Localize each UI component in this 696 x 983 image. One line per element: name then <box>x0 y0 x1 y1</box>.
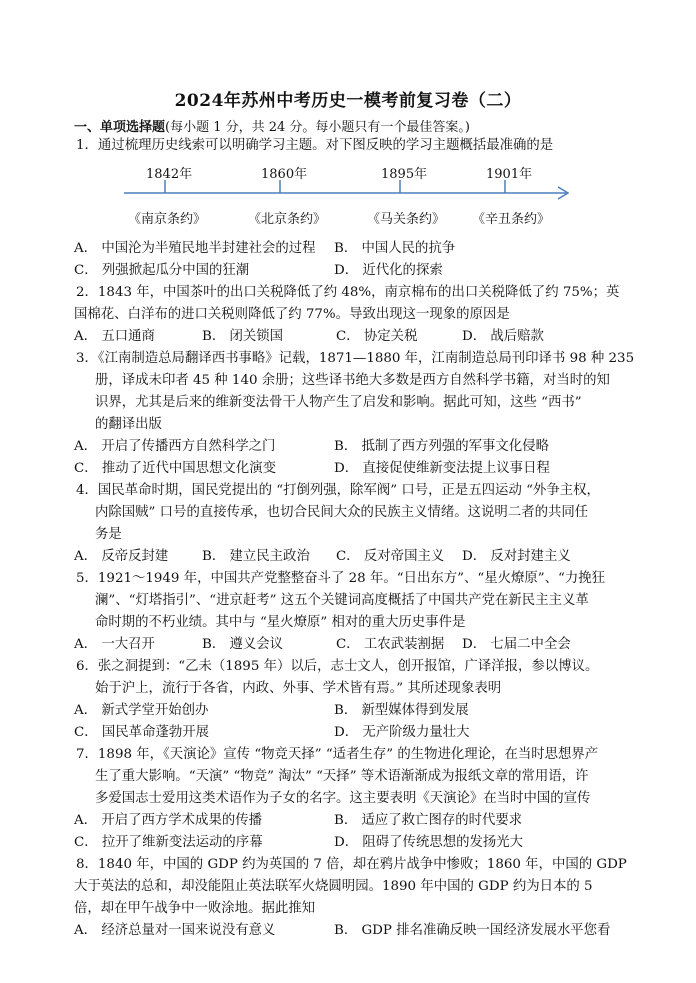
q8-option-a[interactable]: A． 经济总量对一国来说没有意义 <box>74 923 276 938</box>
q4-option-c[interactable]: C． 反对帝国主义 <box>336 549 445 564</box>
q6-option-c[interactable]: C． 国民革命蓬勃开展 <box>74 725 210 740</box>
timeline-year-1895: 1895年 <box>381 167 428 182</box>
q5-option-b[interactable]: B． 遵义会议 <box>202 637 284 652</box>
question-5-line: 命时期的不朽业绩。其中与 “星火燎原” 相对的重大历史事件是 <box>95 615 466 630</box>
question-1-line: 1．通过梳理历史线索可以明确学习主题。对下图反映的学习主题概括最准确的是 <box>76 138 554 153</box>
question-5-line: 澜”、“灯塔指引”、“进京赶考” 这五个关键词高度概括了中国共产党在新民主主义革 <box>95 593 589 608</box>
q4-option-a[interactable]: A． 反帝反封建 <box>74 549 169 564</box>
section-header <box>74 116 470 135</box>
question-3-line: 3．《江南制造总局翻译西书事略》记载，1871—1880 年，江南制造总局刊印译书 98 种 235 <box>76 351 635 366</box>
question-2-line: 国棉花、白洋布的进口关税则降低了约 77%。导致出现这一现象的原因是 <box>74 307 510 322</box>
q5-option-d[interactable]: D． 七届二中全会 <box>462 637 571 652</box>
question-3-line: 的翻译出版 <box>95 417 162 432</box>
q3-option-c[interactable]: C． 推动了近代中国思想文化演变 <box>74 461 276 476</box>
q4-option-b[interactable]: B． 建立民主政治 <box>202 549 310 564</box>
q6-option-d[interactable]: D． 无产阶级力量壮大 <box>334 725 470 740</box>
question-4-line: 内除国贼” 口号的直接传承，也切合民间大众的民族主义情绪。这说明二者的共同任 <box>95 505 589 520</box>
q4-option-d[interactable]: D． 反对封建主义 <box>462 549 571 564</box>
q2-option-c[interactable]: C． 协定关税 <box>336 329 418 344</box>
q6-option-b[interactable]: B． 新型媒体得到发展 <box>334 703 469 718</box>
q2-option-b[interactable]: B． 闭关锁国 <box>202 329 284 344</box>
q3-option-b[interactable]: B． 抵制了西方列强的军事文化侵略 <box>334 439 549 454</box>
question-7-line: 多爱国志士爱用这类术语作为子女的名字。这主要表明《天演论》在当时中国的宣传 <box>95 791 591 806</box>
question-5-line: 5．1921～1949 年，中国共产党整整奋斗了 28 年。“日出东方”、“星火燎原”、“力挽狂 <box>76 571 606 586</box>
q7-option-a[interactable]: A． 开启了西方学术成果的传播 <box>74 813 263 828</box>
question-8-line: 大于英法的总和，却没能阻止英法联军火烧圆明园。1890 年中国的 GDP 约为日本的 5 <box>74 879 593 894</box>
q2-option-d[interactable]: D． 战后赔款 <box>462 329 544 344</box>
q1-option-a[interactable]: A． 中国沦为半殖民地半封建社会的过程 <box>74 241 316 256</box>
timeline-year-1842: 1842年 <box>146 167 193 182</box>
q5-option-c[interactable]: C． 工农武装割据 <box>336 637 445 652</box>
q5-option-a[interactable]: A． 一大召开 <box>74 637 155 652</box>
timeline-treaty-xinchou: 《辛丑条约》 <box>472 212 551 227</box>
question-3-line: 识界，尤其是后来的维新变法骨干人物产生了启发和影响。据此可知，这些 “西书” <box>95 395 582 410</box>
timeline-treaty-nanjing: 《南京条约》 <box>128 212 207 227</box>
q7-option-b[interactable]: B． 适应了救亡图存的时代要求 <box>334 813 523 828</box>
q2-option-a[interactable]: A． 五口通商 <box>74 329 155 344</box>
question-3-line: 册，译成未印者 45 种 140 余册；这些译书绝大多数是西方自然科学书籍，对当时的知 <box>95 373 610 388</box>
question-6-line: 6．张之洞提到：“乙未（1895 年）以后，志士文人，创开报馆，广译洋报，参以博议。 <box>76 659 599 674</box>
q8-option-b[interactable]: B． GDP 排名准确反映一国经济发展水平您看 <box>334 923 611 938</box>
q7-option-c[interactable]: C． 拉开了维新变法运动的序幕 <box>74 835 263 850</box>
section-note: (每小题 1 分，共 24 分。每小题只有一个最佳答案。) <box>165 120 471 135</box>
q6-option-a[interactable]: A． 新式学堂开始创办 <box>74 703 209 718</box>
q1-option-c[interactable]: C． 列强掀起瓜分中国的狂潮 <box>74 263 250 278</box>
question-4-line: 4．国民革命时期，国民党提出的 “打倒列强，除军阀” 口号，正是五四运动 “外争主权， <box>76 483 600 498</box>
timeline-treaty-beijing: 《北京条约》 <box>248 212 327 227</box>
q3-option-a[interactable]: A． 开启了传播西方自然科学之门 <box>74 439 276 454</box>
q7-option-d[interactable]: D． 阻碍了传统思想的发扬光大 <box>334 835 524 850</box>
timeline-year-1901: 1901年 <box>486 167 533 182</box>
q1-option-d[interactable]: D． 近代化的探索 <box>334 263 443 278</box>
page-title: 2024年苏州中考历史一模考前复习卷（二） <box>174 91 522 111</box>
question-6-line: 始于沪上，流行于各省，内政、外事、学术皆有焉。” 其所述现象表明 <box>95 681 502 696</box>
question-8-line: 8．1840 年，中国的 GDP 约为英国的 7 倍，却在鸦片战争中惨败；1860 年，中国的 GDP <box>76 857 627 872</box>
timeline-year-1860: 1860年 <box>261 167 308 182</box>
timeline-treaty-maguan: 《马关条约》 <box>367 212 446 227</box>
question-8-line: 倍，却在甲午战争中一败涂地。据此推知 <box>74 901 316 916</box>
question-2-line: 2．1843 年，中国茶叶的出口关税降低了约 48%，南京棉布的出口关税降低了约 75%；英 <box>76 285 620 300</box>
question-4-line: 务是 <box>95 527 122 542</box>
section-heading: 一、单项选择题 <box>74 120 166 135</box>
q3-option-d[interactable]: D． 直接促使维新变法提上议事日程 <box>334 461 550 476</box>
q1-option-b[interactable]: B． 中国人民的抗争 <box>334 241 456 256</box>
question-7-line: 生了重大影响。“天演” “物竞” 淘汰” “天择” 等术语渐渐成为报纸文章的常用语，许 <box>95 769 589 784</box>
timeline-diagram <box>110 160 580 230</box>
question-7-line: 7．1898 年，《天演论》宣传 “物竞天择” “适者生存” 的生物进化理论，在当时思想界产 <box>76 747 599 762</box>
